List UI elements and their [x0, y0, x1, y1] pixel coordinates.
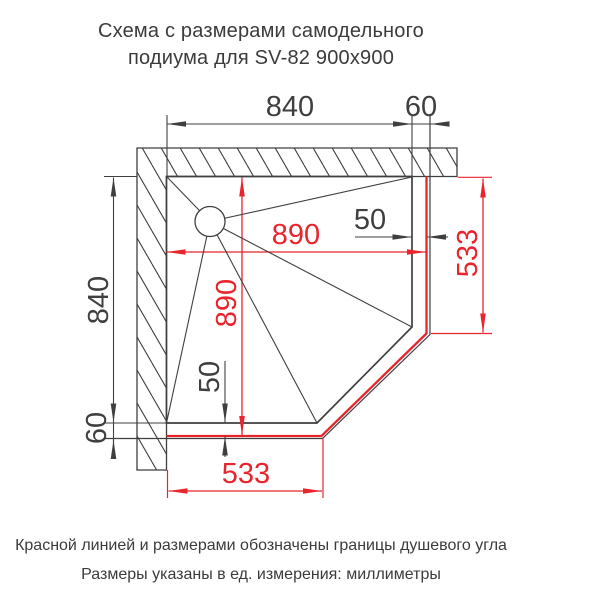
dim-text-50-right: 50: [353, 204, 387, 236]
title-line-2: подиума для SV-82 900x900: [127, 47, 395, 69]
dim-top: [167, 91, 449, 124]
dim-corner-right: [431, 177, 492, 333]
footer-line-1: Красной линией и размерами обозначены границы душевого угла: [15, 537, 507, 554]
dim-text-533-right: 533: [452, 228, 484, 278]
diagram-footer: [0, 531, 522, 589]
title-line-1: Схема с размерами самодельного: [97, 20, 425, 42]
dim-corner-bottom: [168, 439, 324, 499]
dim-left: [81, 178, 115, 457]
dim-text-60-left: 60: [81, 411, 113, 445]
dim-text-890-horizontal: 890: [271, 219, 321, 251]
dim-text-840-left: 840: [83, 275, 115, 325]
footer-line-2: Размеры указаны в ед. измерения: миллиметры: [81, 566, 441, 583]
dim-text-50-bottom: 50: [194, 360, 226, 394]
drain-circle: [195, 207, 225, 237]
dim-text-533-bottom: 533: [221, 458, 271, 490]
dim-text-890-vertical: 890: [211, 278, 243, 328]
dim-text-60-top: 60: [404, 91, 438, 123]
dim-text-840-top: 840: [265, 91, 315, 123]
